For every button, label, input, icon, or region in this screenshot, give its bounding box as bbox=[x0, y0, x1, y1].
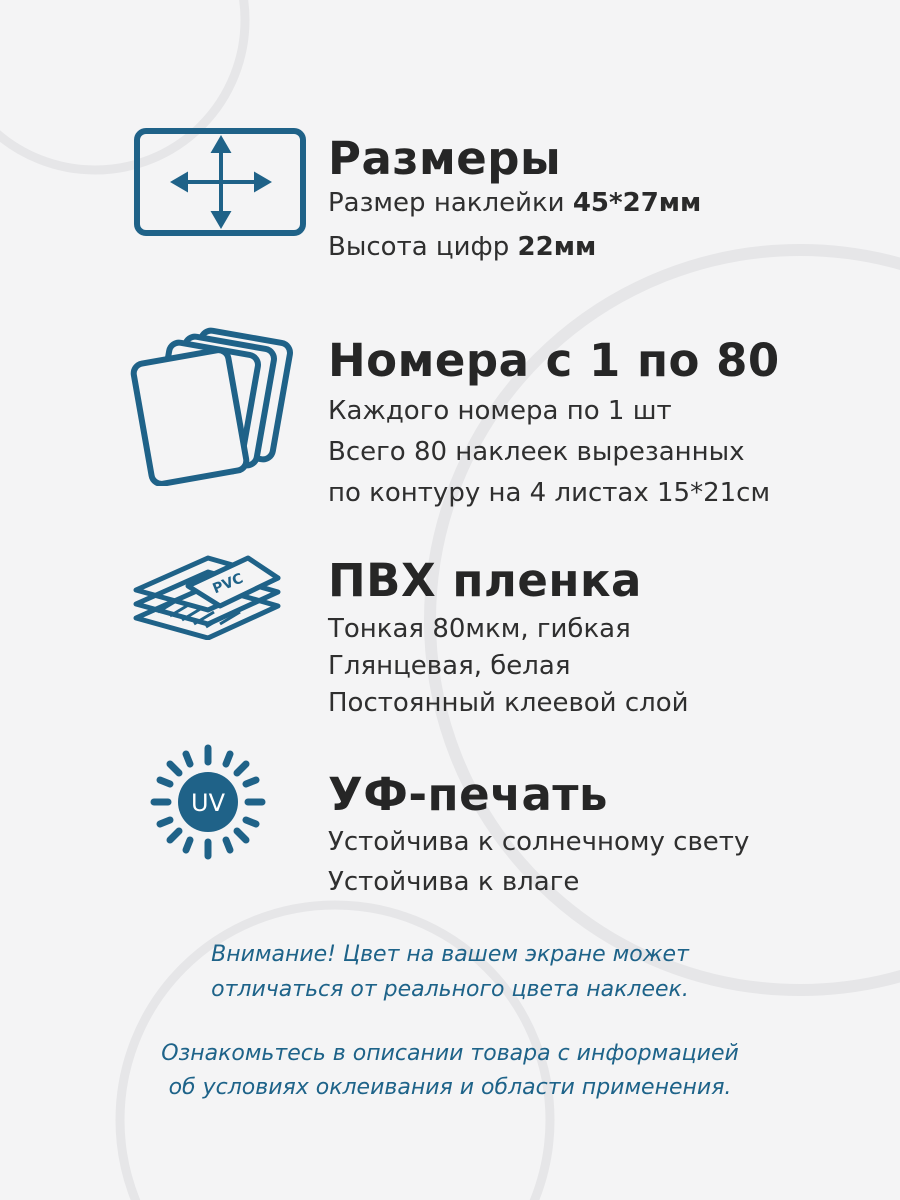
uv-label: UV bbox=[191, 789, 225, 817]
total-stickers-line: Всего 80 наклеек вырезанных bbox=[328, 437, 745, 467]
finish-line: Глянцевая, белая bbox=[328, 651, 571, 681]
color-warning-line-2: отличаться от реального цвета наклеек. bbox=[211, 977, 689, 1002]
section-title: ПВХ пленка bbox=[328, 554, 642, 607]
size-line: Размер наклейки 45*27мм bbox=[328, 188, 702, 218]
sheets-line: по контуру на 4 листах 15*21см bbox=[328, 478, 771, 508]
color-warning-line-1: Внимание! Цвет на вашем экране может bbox=[211, 942, 689, 967]
section-title: УФ-печать bbox=[328, 768, 608, 821]
thickness-line: Тонкая 80мкм, гибкая bbox=[328, 614, 631, 644]
sun-resistance-line: Устойчива к солнечному свету bbox=[328, 827, 750, 857]
section-title: Размеры bbox=[328, 132, 562, 185]
description-note-line-2: об условиях оклеивания и области применения. bbox=[168, 1075, 732, 1100]
stacked-cards-icon bbox=[128, 316, 298, 486]
uv-sun-icon bbox=[148, 742, 268, 862]
pvc-label: PVC bbox=[210, 570, 246, 598]
description-note-line-1: Ознакомьтесь в описании товара с информацией bbox=[161, 1041, 739, 1066]
expand-arrows-icon bbox=[128, 127, 308, 239]
section-title: Номера с 1 по 80 bbox=[328, 334, 780, 387]
pvc-film-icon bbox=[128, 550, 288, 640]
adhesive-line: Постоянный клеевой слой bbox=[328, 688, 689, 718]
moisture-resistance-line: Устойчива к влаге bbox=[328, 867, 580, 897]
digit-height-line: Высота цифр 22мм bbox=[328, 232, 597, 262]
each-number-line: Каждого номера по 1 шт bbox=[328, 396, 672, 426]
